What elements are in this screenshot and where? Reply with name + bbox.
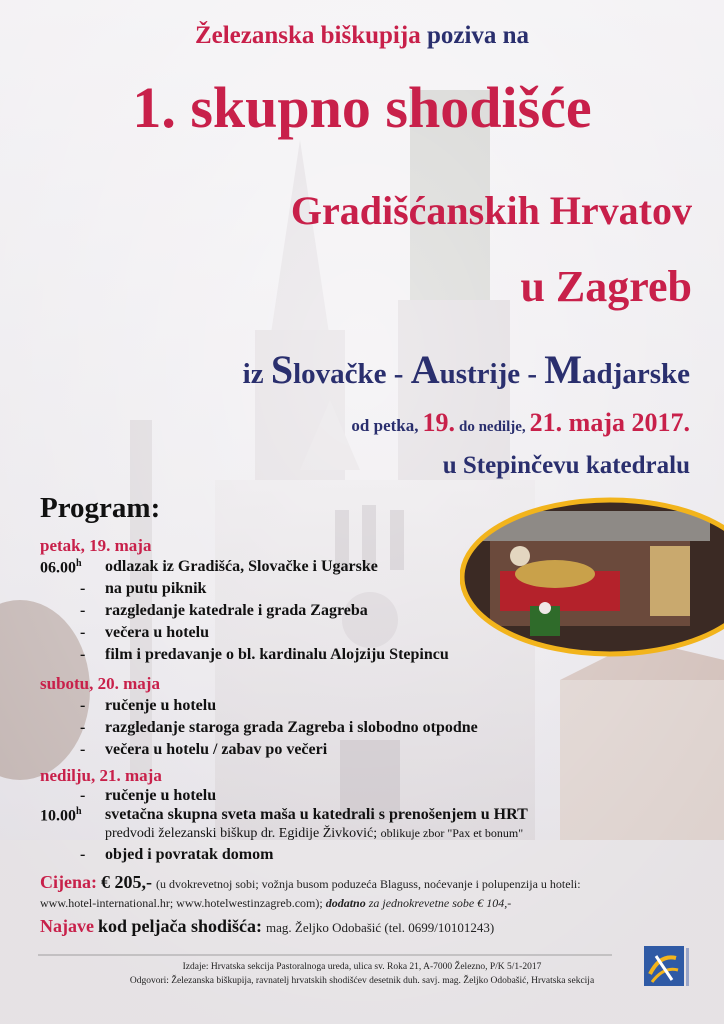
price-line2 [40,896,511,911]
day1-item: film i predavanje o bl. kardinalu Alojziju Stepincu [105,646,449,663]
extra-detail: za jednokrevetne sobe € 104,- [368,896,512,910]
hotel-websites: www.hotel-international.hr; www.hotelwestinzagreb.com); [40,896,323,910]
day1-time-sup: h [76,558,82,569]
origin-a-rest: ustrije [439,358,521,390]
day3-time-sup: h [76,806,82,817]
bullet-dash: - [80,602,86,619]
price-detail: (u dvokrevetnoj sobi; vožnja busom poduzeća Blaguss, noćevanje i polupenzija u hoteli: [156,877,581,891]
origin-a-cap: A [410,347,440,392]
price-value: € 205,- [101,872,152,892]
day2-item: večera u hotelu / zabav po večeri [105,741,328,758]
signup-label: Najave [40,916,94,936]
program-heading: Program: [40,492,161,524]
day2-label: subotu, 20. maja [40,674,160,693]
date-start: 19. [422,408,455,437]
signup-person: mag. Željko Odobašić (tel. 0699/10101243) [266,920,495,935]
relics-photo [460,496,724,658]
day2-item: ručenje u hotelu [105,697,217,714]
date-end: 21. maja 2017. [529,408,690,437]
origin-m-cap: M [544,347,583,392]
date-mid: do nedilje, [458,419,526,435]
mass-choir: oblikuje zbor "Pax et bonum" [380,826,524,840]
day3-label: nedilju, 21. maja [40,766,162,785]
bullet-dash: - [80,646,86,663]
day1-item: na putu piknik [105,580,207,597]
day1-item: razgledanje katedrale i grada Zagreba [105,602,368,619]
venue: u Stepinčevu katedralu [442,452,690,479]
bullet-dash: - [80,787,86,804]
bullet-dash: - [80,624,86,641]
day3-item: ručenje u hotelu [105,787,217,804]
title-line2: Gradišćanskih Hrvatov [290,188,692,233]
invites-text: poziva na [426,22,530,49]
origin-s-rest: lovačke [293,358,387,390]
bullet-dash: - [80,719,86,736]
price-label: Cijena: [40,872,97,892]
origin-m-rest: adjarske [582,358,690,390]
footer-publisher: Izdaje: Hrvatska sekcija Pastoralnoga ureda, ulica sv. Roka 21, A-7000 Železno, P/K 5/1-2017 [182,962,542,972]
bullet-dash: - [80,741,86,758]
footer-responsible: Odgovori: Železanska biškupija, ravnatelj hrvatskih shodišćev desetnik duh. savj. mag. Željko Odobašić, Hrvatska sekcija [129,976,595,986]
origin-sep-1: - [393,358,404,390]
extra-label: dodatno [325,896,366,910]
origin-line [243,346,690,393]
day3-mass-details [105,826,523,842]
date-line [351,408,690,438]
day3-time [40,806,82,825]
origin-sep-2: - [527,358,538,390]
title-line3: u Zagreb [520,262,692,311]
day1-item: večera u hotelu [105,624,209,641]
day1-time [40,558,82,577]
bullet-dash: - [80,846,86,863]
bullet-dash: - [80,697,86,714]
day3-mass: svetačna skupna sveta maša u katedrali s prenošenjem u HRT [105,806,528,823]
day1-item-first: odlazak iz Gradišća, Slovačke i Ugarske [105,558,378,575]
origin-prefix: iz [242,358,264,390]
day3-last: objed i povratak domom [105,846,274,863]
day1-label: petak, 19. maja [40,536,152,555]
day3-time-value: 10.00 [40,807,76,825]
signup-line [40,916,494,937]
date-prefix: od petka, [351,416,419,435]
day2-item: razgledanje staroga grada Zagreba i slobodno otpodne [105,719,478,736]
title-line1: 1. skupno shodišće [132,75,592,140]
price-line [40,872,581,893]
organizer: Železanska biškupija [194,22,421,49]
origin-s-cap: S [270,347,294,392]
bullet-dash: - [80,580,86,597]
header-line1 [0,22,724,50]
signup-contact-label: kod peljača shodišća: [97,916,263,936]
mass-celebrant: predvodi železanski biškup dr. Egidije Živković; [105,826,378,841]
day1-time-value: 06.00 [40,559,76,577]
